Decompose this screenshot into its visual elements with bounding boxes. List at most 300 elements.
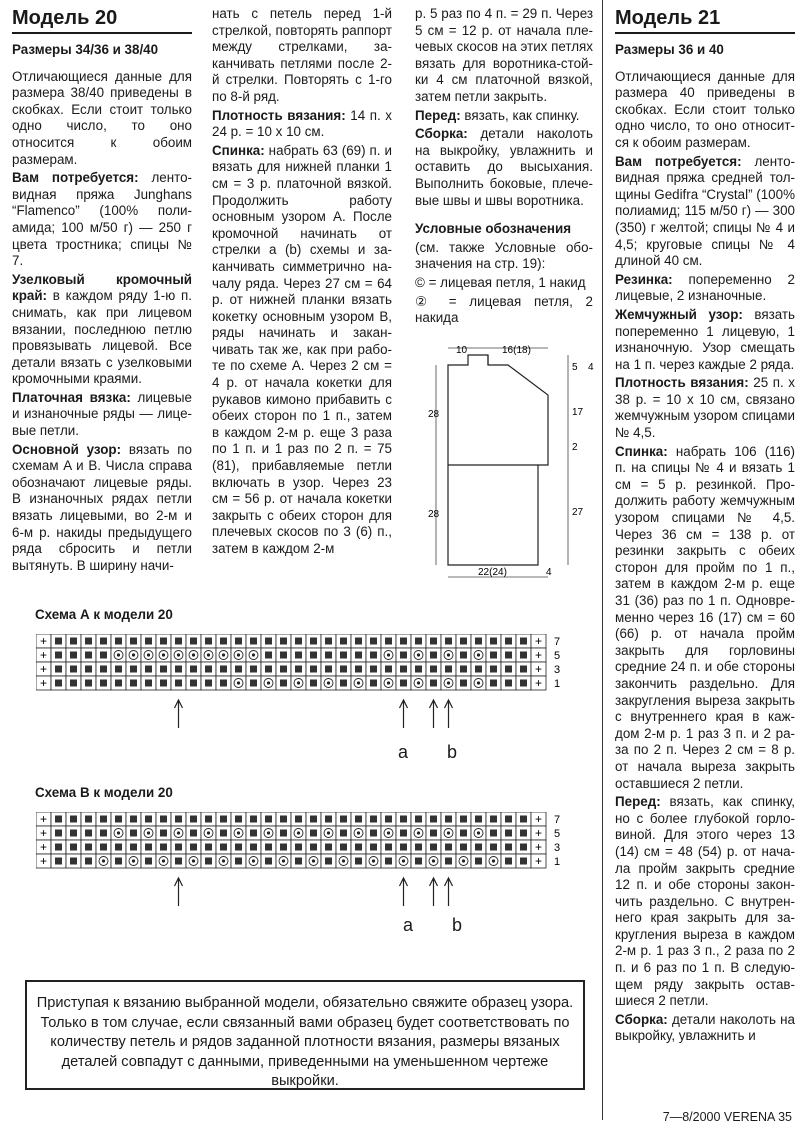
purl-symbol	[160, 666, 167, 673]
dim-right-mid2: 2	[572, 442, 578, 453]
dim-left-low: 28	[428, 509, 440, 520]
purl-symbol	[340, 652, 347, 659]
purl-symbol	[220, 666, 227, 673]
pattern-diagram	[428, 345, 603, 590]
page-footer: 7—8/2000 VERENA 35	[662, 1110, 792, 1124]
paragraph-heading: Перед:	[415, 107, 461, 123]
purl-symbol	[70, 666, 77, 673]
purl-symbol	[460, 844, 467, 851]
paragraph-text: вязать, как спинку.	[460, 107, 580, 123]
purl-symbol	[460, 830, 467, 837]
edge-stitch-symbol: +	[534, 662, 543, 676]
purl-symbol	[235, 666, 242, 673]
paragraph	[615, 307, 795, 373]
purl-symbol	[220, 638, 227, 645]
paragraph-text: набрать 106 (116) п. на спицы № 4 и вязать 1 см = 5 р. резинкой. Продолжить работу жемчужным узором спицами № 4,5. Через 36 см = 138 р. от резинки закрыть с обеих сторон для пройм по 1 п., затем в каждом 2-м р. еще 31 (36) раз по 1 п. Одновременно через 16 (17) см = 60 (66) р. от начала пройм закрыть для горловины средние 24 п. и обе стороны закончить раздельно. Для закругления выреза закрыть с внутреннего края в каждом 2-м р. 1 раз 3 п. и 2 раза по 2 п. Через 2 см = 8 р. от начала выреза закрыть оставшиеся 2 петли.	[615, 443, 795, 791]
paragraph-text: вязать по схемам A и B. Числа справа обозначают лицевые ряды. В изнаночных рядах петли вязать лицевыми, во 2-м и 6-м р. накиды предыдущего ряда сбросить и петли вытянуть. В ширину начи-	[12, 441, 192, 573]
purl-symbol	[370, 638, 377, 645]
purl-symbol	[205, 858, 212, 865]
purl-symbol	[400, 652, 407, 659]
purl-symbol	[520, 666, 527, 673]
edge-stitch-symbol: +	[39, 634, 48, 648]
purl-symbol	[370, 844, 377, 851]
repeat-arrow	[175, 700, 183, 728]
purl-symbol	[250, 830, 257, 837]
purl-symbol	[55, 680, 62, 687]
purl-symbol	[160, 680, 167, 687]
edge-stitch-symbol: +	[534, 840, 543, 854]
paragraph-heading: Узелковый кромочный край:	[12, 271, 192, 304]
dim-right-top: 5	[572, 362, 578, 373]
purl-symbol	[520, 652, 527, 659]
purl-symbol	[325, 666, 332, 673]
purl-symbol	[505, 652, 512, 659]
paragraph	[12, 170, 192, 270]
purl-symbol	[100, 816, 107, 823]
paragraph-heading: Жемчужный узор:	[615, 306, 743, 322]
purl-symbol	[265, 666, 272, 673]
purl-symbol	[70, 844, 77, 851]
purl-symbol	[280, 816, 287, 823]
purl-symbol	[490, 666, 497, 673]
dim-bottom-b: 4	[546, 567, 552, 578]
schema-b-label-a: a	[403, 915, 414, 935]
paragraph	[615, 794, 795, 1010]
purl-symbol	[475, 844, 482, 851]
model21-column	[615, 6, 795, 1047]
model20-title: Модель 20	[12, 7, 118, 29]
paragraph	[12, 69, 192, 169]
purl-symbol	[280, 638, 287, 645]
purl-symbol	[430, 816, 437, 823]
row-number: 3	[554, 842, 561, 854]
knitting-chart	[36, 812, 576, 948]
purl-symbol	[265, 638, 272, 645]
purl-symbol	[100, 844, 107, 851]
model20-column-1	[12, 6, 192, 576]
purl-symbol	[355, 666, 362, 673]
purl-symbol	[475, 666, 482, 673]
edge-stitch-symbol: +	[39, 648, 48, 662]
purl-symbol	[400, 816, 407, 823]
purl-symbol	[505, 858, 512, 865]
purl-symbol	[235, 816, 242, 823]
schema-a-grid	[36, 634, 576, 770]
purl-symbol	[160, 816, 167, 823]
model21-sizes: Размеры 36 и 40	[615, 42, 724, 57]
purl-symbol	[85, 652, 92, 659]
purl-symbol	[325, 816, 332, 823]
purl-symbol	[520, 844, 527, 851]
edge-stitch-symbol: +	[39, 840, 48, 854]
edge-stitch-symbol: +	[39, 812, 48, 826]
dim-right-top2: 4	[588, 362, 594, 373]
purl-symbol	[250, 816, 257, 823]
purl-symbol	[385, 638, 392, 645]
paragraph-text: 14 п. x 24 р. = 10 x 10 см.	[212, 107, 392, 140]
purl-symbol	[340, 666, 347, 673]
purl-symbol	[205, 816, 212, 823]
paragraph	[415, 126, 593, 209]
purl-symbol	[460, 666, 467, 673]
dim-bottom-a: 22(24)	[478, 567, 507, 578]
purl-symbol	[85, 844, 92, 851]
paragraph	[12, 272, 192, 388]
paragraph-text: вязать, как спинку, но с более глубокой горловиной. Для этого через 13 (14) см = 48 (54) р. от начала пройм закрыть средние 12 п. и обе стороны закончить раздельно. С внутреннего края закрыть для закругления выреза в каждом 2-м р. 1 раз 3 п., 2 раза по 2 п. и 6 раз по 1 п. В следующем ряду закрыть оставшиеся 2 петли.	[615, 794, 795, 1009]
model20-sizes: Размеры 34/36 и 38/40	[12, 42, 159, 57]
paragraph-heading: Спинка:	[212, 142, 265, 158]
purl-symbol	[310, 638, 317, 645]
repeat-arrow	[445, 878, 453, 906]
paragraph	[615, 375, 795, 441]
paragraph-text: детали наколоть на выкройку, увлажнить и	[615, 1011, 795, 1044]
purl-symbol	[70, 680, 77, 687]
purl-symbol	[520, 680, 527, 687]
purl-symbol	[130, 816, 137, 823]
purl-symbol	[250, 844, 257, 851]
purl-symbol	[310, 680, 317, 687]
purl-symbol	[340, 830, 347, 837]
purl-symbol	[265, 652, 272, 659]
row-number: 5	[554, 650, 561, 662]
purl-symbol	[520, 638, 527, 645]
paragraph-text: Отличающиеся данные для размера 40 приведены в скобках. Если стоит только одно число, то оно относится к обоим размерам.	[615, 68, 795, 150]
edge-stitch-symbol: +	[534, 648, 543, 662]
row-number: 1	[554, 678, 561, 690]
purl-symbol	[490, 816, 497, 823]
purl-symbol	[205, 638, 212, 645]
purl-symbol	[280, 680, 287, 687]
paragraph-heading: Вам потребуется:	[12, 170, 139, 186]
schema-a-label-a: a	[398, 742, 409, 762]
model20-text-2	[212, 6, 392, 558]
purl-symbol	[130, 830, 137, 837]
purl-symbol	[460, 680, 467, 687]
paragraph-text: лентовидная пряжа средней толщины Gedifra “Crystal” (100% полиамид; 115 м/50 г) — 300 (350) г желтой; спицы № 4 и 4,5; круговые спицы № 4 длиной 40 см.	[615, 153, 795, 269]
purl-symbol	[190, 666, 197, 673]
purl-symbol	[445, 858, 452, 865]
purl-symbol	[160, 830, 167, 837]
row-number: 1	[554, 856, 561, 868]
purl-symbol	[490, 638, 497, 645]
purl-symbol	[460, 638, 467, 645]
edge-stitch-symbol: +	[534, 826, 543, 840]
purl-symbol	[505, 666, 512, 673]
repeat-arrow	[400, 700, 408, 728]
purl-symbol	[175, 858, 182, 865]
paragraph-heading: Перед:	[615, 794, 661, 810]
paragraph	[212, 108, 392, 141]
purl-symbol	[100, 830, 107, 837]
knitting-chart	[36, 634, 576, 770]
schema-b-label-b: b	[452, 915, 463, 935]
purl-symbol	[430, 666, 437, 673]
paragraph	[12, 442, 192, 575]
purl-symbol	[295, 666, 302, 673]
paragraph-text: нать с петель перед 1-й стрелкой, повторять раппорт между стрелками, заканчивать петлями после 2-й стрелки. Повторять с 1-го по 8-й ряд.	[212, 6, 392, 104]
purl-symbol	[370, 816, 377, 823]
purl-symbol	[310, 844, 317, 851]
purl-symbol	[370, 680, 377, 687]
purl-symbol	[190, 844, 197, 851]
purl-symbol	[415, 858, 422, 865]
purl-symbol	[85, 816, 92, 823]
purl-symbol	[310, 652, 317, 659]
purl-symbol	[430, 652, 437, 659]
purl-symbol	[415, 666, 422, 673]
purl-symbol	[355, 638, 362, 645]
purl-symbol	[175, 680, 182, 687]
purl-symbol	[55, 638, 62, 645]
purl-symbol	[130, 638, 137, 645]
purl-symbol	[55, 652, 62, 659]
paragraph-heading: Сборка:	[415, 126, 468, 142]
legend-item-2: ② = лицевая петля, 2 накида	[415, 293, 593, 326]
dim-right-mid: 17	[572, 407, 584, 418]
purl-symbol	[475, 638, 482, 645]
purl-symbol	[355, 816, 362, 823]
purl-symbol	[145, 638, 152, 645]
paragraph	[415, 6, 593, 106]
purl-symbol	[280, 666, 287, 673]
purl-symbol	[355, 858, 362, 865]
purl-symbol	[235, 844, 242, 851]
purl-symbol	[505, 830, 512, 837]
purl-symbol	[235, 858, 242, 865]
purl-symbol	[295, 858, 302, 865]
purl-symbol	[85, 680, 92, 687]
model20-text-3	[415, 6, 593, 209]
purl-symbol	[385, 816, 392, 823]
purl-symbol	[400, 680, 407, 687]
purl-symbol	[100, 680, 107, 687]
purl-symbol	[220, 680, 227, 687]
purl-symbol	[355, 844, 362, 851]
purl-symbol	[190, 830, 197, 837]
purl-symbol	[325, 858, 332, 865]
purl-symbol	[205, 680, 212, 687]
purl-symbol	[175, 666, 182, 673]
edge-stitch-symbol: +	[39, 826, 48, 840]
purl-symbol	[325, 652, 332, 659]
purl-symbol	[85, 830, 92, 837]
purl-symbol	[490, 680, 497, 687]
row-number: 3	[554, 664, 561, 676]
dim-right-low: 27	[572, 507, 584, 518]
repeat-arrow	[430, 878, 438, 906]
paragraph-text: в каждом ряду 1-ю п. снимать, как при лицевом вязании, последнюю петлю провязывать лицевой. Все детали вязать с узелковыми кромочными краями.	[12, 288, 192, 387]
purl-symbol	[505, 844, 512, 851]
purl-symbol	[55, 816, 62, 823]
purl-symbol	[340, 816, 347, 823]
purl-symbol	[190, 638, 197, 645]
paragraph	[615, 154, 795, 270]
purl-symbol	[70, 858, 77, 865]
purl-symbol	[400, 844, 407, 851]
purl-symbol	[115, 816, 122, 823]
purl-symbol	[295, 652, 302, 659]
purl-symbol	[385, 666, 392, 673]
model20-column-2	[212, 6, 392, 560]
paragraph-text: лицевые и изнаночные ряды — лицевые петли.	[12, 389, 192, 439]
purl-symbol	[475, 816, 482, 823]
purl-symbol	[175, 816, 182, 823]
purl-symbol	[280, 830, 287, 837]
paragraph	[212, 143, 392, 558]
paragraph-heading: Спинка:	[615, 443, 668, 459]
edge-stitch-symbol: +	[534, 634, 543, 648]
purl-symbol	[445, 816, 452, 823]
purl-symbol	[85, 638, 92, 645]
purl-symbol	[70, 652, 77, 659]
schema-b-grid	[36, 812, 576, 948]
purl-symbol	[115, 680, 122, 687]
purl-symbol	[70, 830, 77, 837]
purl-symbol	[235, 638, 242, 645]
repeat-arrow	[430, 700, 438, 728]
purl-symbol	[70, 816, 77, 823]
purl-symbol	[415, 816, 422, 823]
purl-symbol	[220, 844, 227, 851]
purl-symbol	[160, 844, 167, 851]
paragraph-heading: Резинка:	[615, 271, 673, 287]
purl-symbol	[85, 858, 92, 865]
edge-stitch-symbol: +	[39, 854, 48, 868]
purl-symbol	[340, 638, 347, 645]
purl-symbol	[280, 844, 287, 851]
purl-symbol	[55, 858, 62, 865]
purl-symbol	[490, 830, 497, 837]
notice-box: Приступая к вязанию выбранной модели, обязательно свяжите образец узора. Только в том случае, если связанный вами образец будет соответствовать по количеству петель и рядов заданной плотности вязания, размеры вязаных деталей совпадут с данными, приведенными на уменьшенном чертеже выкройки.	[25, 980, 585, 1090]
purl-symbol	[130, 680, 137, 687]
purl-symbol	[310, 816, 317, 823]
purl-symbol	[295, 844, 302, 851]
paragraph-text: 25 п. x 38 р. = 10 x 10 см, связано жемчужным узором спицами № 4,5.	[615, 375, 795, 441]
purl-symbol	[130, 844, 137, 851]
purl-symbol	[400, 830, 407, 837]
model20-column-3	[415, 6, 593, 329]
purl-symbol	[325, 844, 332, 851]
paragraph	[615, 272, 795, 305]
purl-symbol	[190, 680, 197, 687]
purl-symbol	[490, 652, 497, 659]
purl-symbol	[100, 666, 107, 673]
purl-symbol	[430, 844, 437, 851]
model21-text	[615, 69, 795, 1045]
paragraph-heading: Плотность вязания:	[615, 375, 749, 391]
schema-a-label-b: b	[447, 742, 458, 762]
purl-symbol	[55, 830, 62, 837]
purl-symbol	[445, 844, 452, 851]
purl-symbol	[340, 844, 347, 851]
edge-stitch-symbol: +	[39, 662, 48, 676]
purl-symbol	[160, 638, 167, 645]
purl-symbol	[400, 666, 407, 673]
purl-symbol	[100, 652, 107, 659]
purl-symbol	[55, 666, 62, 673]
purl-symbol	[370, 666, 377, 673]
purl-symbol	[295, 638, 302, 645]
purl-symbol	[100, 638, 107, 645]
paragraph-text: детали наколоть на выкройку, увлажнить и оставить до высыхания. Выполнить боковые, плечевые швы и швы воротника.	[415, 126, 593, 208]
paragraph-text: р. 5 раз по 4 п. = 29 п. Через 5 см = 12 р. от начала плечевых скосов на этих петлях вязать для воротника-стойки 4 см платочной вязкой, затем петли закрыть.	[415, 6, 593, 104]
purl-symbol	[145, 816, 152, 823]
purl-symbol	[190, 816, 197, 823]
purl-symbol	[145, 680, 152, 687]
paragraph	[615, 69, 795, 152]
schema-b-title: Схема В к модели 20	[35, 785, 173, 800]
purl-symbol	[385, 844, 392, 851]
dim-top-b: 16(18)	[502, 345, 531, 356]
purl-symbol	[220, 830, 227, 837]
row-number: 7	[554, 814, 561, 826]
purl-symbol	[430, 830, 437, 837]
edge-stitch-symbol: +	[39, 676, 48, 690]
paragraph	[615, 444, 795, 792]
purl-symbol	[325, 638, 332, 645]
purl-symbol	[115, 844, 122, 851]
paragraph-text: попеременно 2 лицевые, 2 изнаночные.	[615, 271, 795, 304]
purl-symbol	[85, 666, 92, 673]
paragraph	[12, 390, 192, 440]
purl-symbol	[460, 652, 467, 659]
purl-symbol	[115, 666, 122, 673]
title-rule	[12, 32, 192, 34]
legend-body: (см. также Условные обозначения на стр. 19):	[415, 239, 593, 272]
row-number: 7	[554, 636, 561, 648]
schema-a-title: Схема А к модели 20	[35, 607, 173, 622]
repeat-arrow	[445, 700, 453, 728]
purl-symbol	[505, 680, 512, 687]
purl-symbol	[175, 638, 182, 645]
purl-symbol	[115, 858, 122, 865]
purl-symbol	[250, 680, 257, 687]
purl-symbol	[430, 680, 437, 687]
purl-symbol	[220, 816, 227, 823]
purl-symbol	[145, 666, 152, 673]
model21-title: Модель 21	[615, 7, 721, 29]
purl-symbol	[415, 638, 422, 645]
purl-symbol	[310, 666, 317, 673]
purl-symbol	[175, 844, 182, 851]
purl-symbol	[250, 638, 257, 645]
purl-symbol	[310, 830, 317, 837]
row-number: 5	[554, 828, 561, 840]
paragraph-heading: Платочная вязка:	[12, 389, 131, 405]
purl-symbol	[205, 666, 212, 673]
purl-symbol	[295, 816, 302, 823]
paragraph-text: набрать 63 (69) п. и вязать для нижней планки 1 см = 3 р. платочной вязкой. Продолжить работу основным узором A. После кромочной начинать от стрелки a (b) схемы и заканчивать симметрично началу ряда. Через 27 см = 64 р. от нижней планки вязать кокетку основным узором B, ряды начинать и заканчивать так же, как при работе по схеме A. Через 2 см = 4 р. от начала кокетки для рукавов кимоно прибавить с обеих сторон по 1 п., затем в каждом 2-м р. еще 3 раза по 1 п. и 1 раз по 2 п. = 75 (81), прибавляемые петли включать в узор. Через 23 см = 56 р. от начала кокетки закрыть с обеих сторон для плечевых скосов по 3 (6) п., затем в каждом 2-м	[212, 142, 392, 556]
purl-symbol	[445, 666, 452, 673]
purl-symbol	[130, 666, 137, 673]
paragraph-heading: Плотность вязания:	[212, 107, 346, 123]
paragraph	[212, 6, 392, 106]
purl-symbol	[430, 638, 437, 645]
legend-item-1: © = лицевая петля, 1 накид	[415, 274, 586, 290]
edge-stitch-symbol: +	[534, 854, 543, 868]
purl-symbol	[460, 816, 467, 823]
dim-top-a: 10	[456, 345, 468, 356]
purl-symbol	[265, 816, 272, 823]
paragraph-heading: Сборка:	[615, 1011, 668, 1027]
purl-symbol	[490, 844, 497, 851]
purl-symbol	[340, 680, 347, 687]
purl-symbol	[415, 844, 422, 851]
repeat-arrow	[175, 878, 183, 906]
paragraph	[615, 1012, 795, 1045]
purl-symbol	[520, 858, 527, 865]
purl-symbol	[55, 844, 62, 851]
